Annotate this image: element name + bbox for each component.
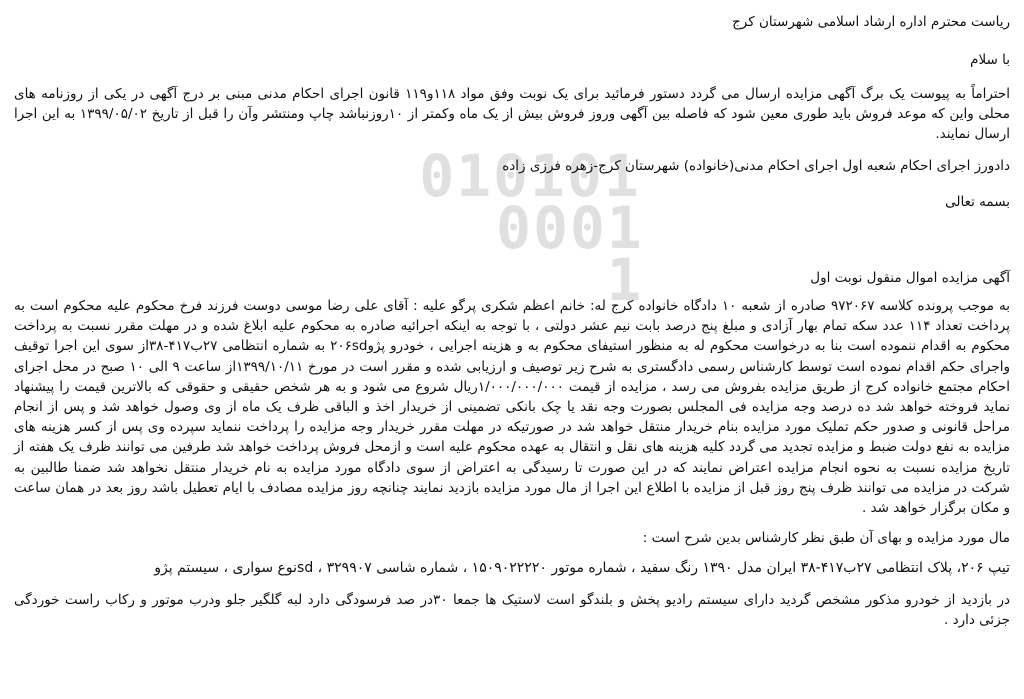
notice-body-paragraph: به موجب پرونده کلاسه ۹۷۲۰۶۷ صادره از شعبه ۱۰ دادگاه خانواده کرج له: خانم اعظم شکری پرگو علیه : آقای علی رضا موسی دوست فرزند فرخ محکوم علیه محکوم است به پرداخت تعداد ۱۱۴ عدد سکه تمام بهار آزادی و مبلغ پنج درصد بابت نیم عشر دولتی ، با توجه به اینکه اجرائیه صادره به محکوم علیه ابلاغ شده و در مهلت مقرر نسبت به پرداخت محکوم به اقدام ننموده است بنا به درخواست محکوم له به منظور استیفای محکوم به و هزینه اجرایی ، خودرو پژو۲۰۶sd به شماره انتظامی ۲۷ب۴۱۷-۳۸از سوی این اجرا توقیف واجرای حکم اقدام نموده است توسط کارشناس رسمی دادگستری به شرح زیر توصیف و ارزیابی شده و مقرر است در مورخ ۱۳۹۹/۱۰/۱۱از ساعت ۹ الی ۱۰ صبح در محل اجرای احکام مجتمع خانواده کرج از طریق مزایده بفروش می رسد ، مزایده از قیمت ۱/۰۰۰/۰۰۰/۰۰۰ریال شروع می شود و به هر شخص حقیقی و حقوقی که بالاترین قیمت را پیشنهاد نماید فروخته خواهد شد ده درصد وجه مزایده فی المجلس بصورت وجه نقد یا چک بانکی تضمینی از خریدار اخذ و الباقی ظرف یک ماه از وی وصول خواهد شد و پس از انجام مراحل قانونی و صدور حکم تملیک مورد مزایده بنام خریدار منتقل خواهد شد در صورتیکه در مهلت مقرر خریدار وجه مزایده را پرداخت ننماید سپرده وی پس از کسر هزینه های مزایده به نفع دولت ضبط و مزایده تجدید می گردد کلیه هزینه های نقل و انتقال به عهده محکوم علیه است و ازمحل فروش پرداخت خواهد شد طرفین می توانند ظرف یک هفته از تاریخ مزایده نسبت به نحوه انجام مزایده اعتراض نمایند که در این صورت تا رسیدگی به اعتراض از سوی دادگاه مورد مزایده به نام خریدار منتقل نخواهد شد ضمنا طالبین به شرکت در مزایده می توانند ظرف پنج روز قبل از مزایده با اطلاع این اجرا از مال مورد مزایده بازدید نمایند چنانچه روز مزایده مصادف با ایام تعطیل باشد روز بعد در همان ساعت و مکان برگزار خواهد شد .	[14, 298, 1010, 517]
intro-paragraph: احتراماً به پیوست یک برگ آگهی مزایده ارسال می گردد دستور فرمائید برای یک نوبت وفق مواد ۱۱۸و۱۱۹ قانون اجرای احکام مدنی مبنی بر درج آگهی در یکی از روزنامه های محلی واین که موعد فروش باید طوری معین شود که فاصله بین آگهی وروز فروش بیش از یک ماه وکمتر از ۱۰روزنباشد چاپ ومنتشر وآن را قبل از تاریخ ۱۳۹۹/۰۵/۰۲ به این اجرا ارسال نمایند.	[14, 86, 1010, 142]
closing-paragraph: در بازدید از خودرو مذکور مشخص گردید دارای سیستم رادیو پخش و بلندگو است لاستیک ها جمعا ۳۰در صد فرسودگی دارد لبه گلگیر جلو ودرب موتور و رکاب راست خوردگی جزئی دارد .	[14, 592, 1010, 629]
officer-signature-line: دادورز اجرای احکام شعبه اول اجرای احکام مدنی(خانواده) شهرستان کرج-زهره فرزی زاده	[502, 158, 1010, 174]
watermark-line: 0001	[496, 194, 644, 262]
watermark-line: 010101	[419, 142, 641, 210]
vehicle-spec-line: تیپ ۲۰۶، پلاک انتظامی ۲۷ب۴۱۷-۳۸ ایران مدل ۱۳۹۰ رنگ سفید ، شماره موتور ۱۵۰۹۰۲۲۲۲۰ ، شماره شاسی ۳۲۹۹۰۷ ، sdنوع سواری ، سیستم پژو	[154, 560, 1010, 577]
watermark-line: 1	[606, 246, 644, 314]
notice-title: آگهی مزایده اموال منقول نوبت اول	[810, 270, 1010, 286]
bismillah-line: بسمه تعالی	[945, 194, 1010, 210]
greeting-line: با سلام	[970, 52, 1010, 68]
recipient-line: ریاست محترم اداره ارشاد اسلامی شهرستان کرج	[732, 14, 1010, 30]
spec-intro-line: مال مورد مزایده و بهای آن طبق نظر کارشناس بدین شرح است :	[642, 530, 1010, 547]
document-content	[14, 12, 1010, 630]
